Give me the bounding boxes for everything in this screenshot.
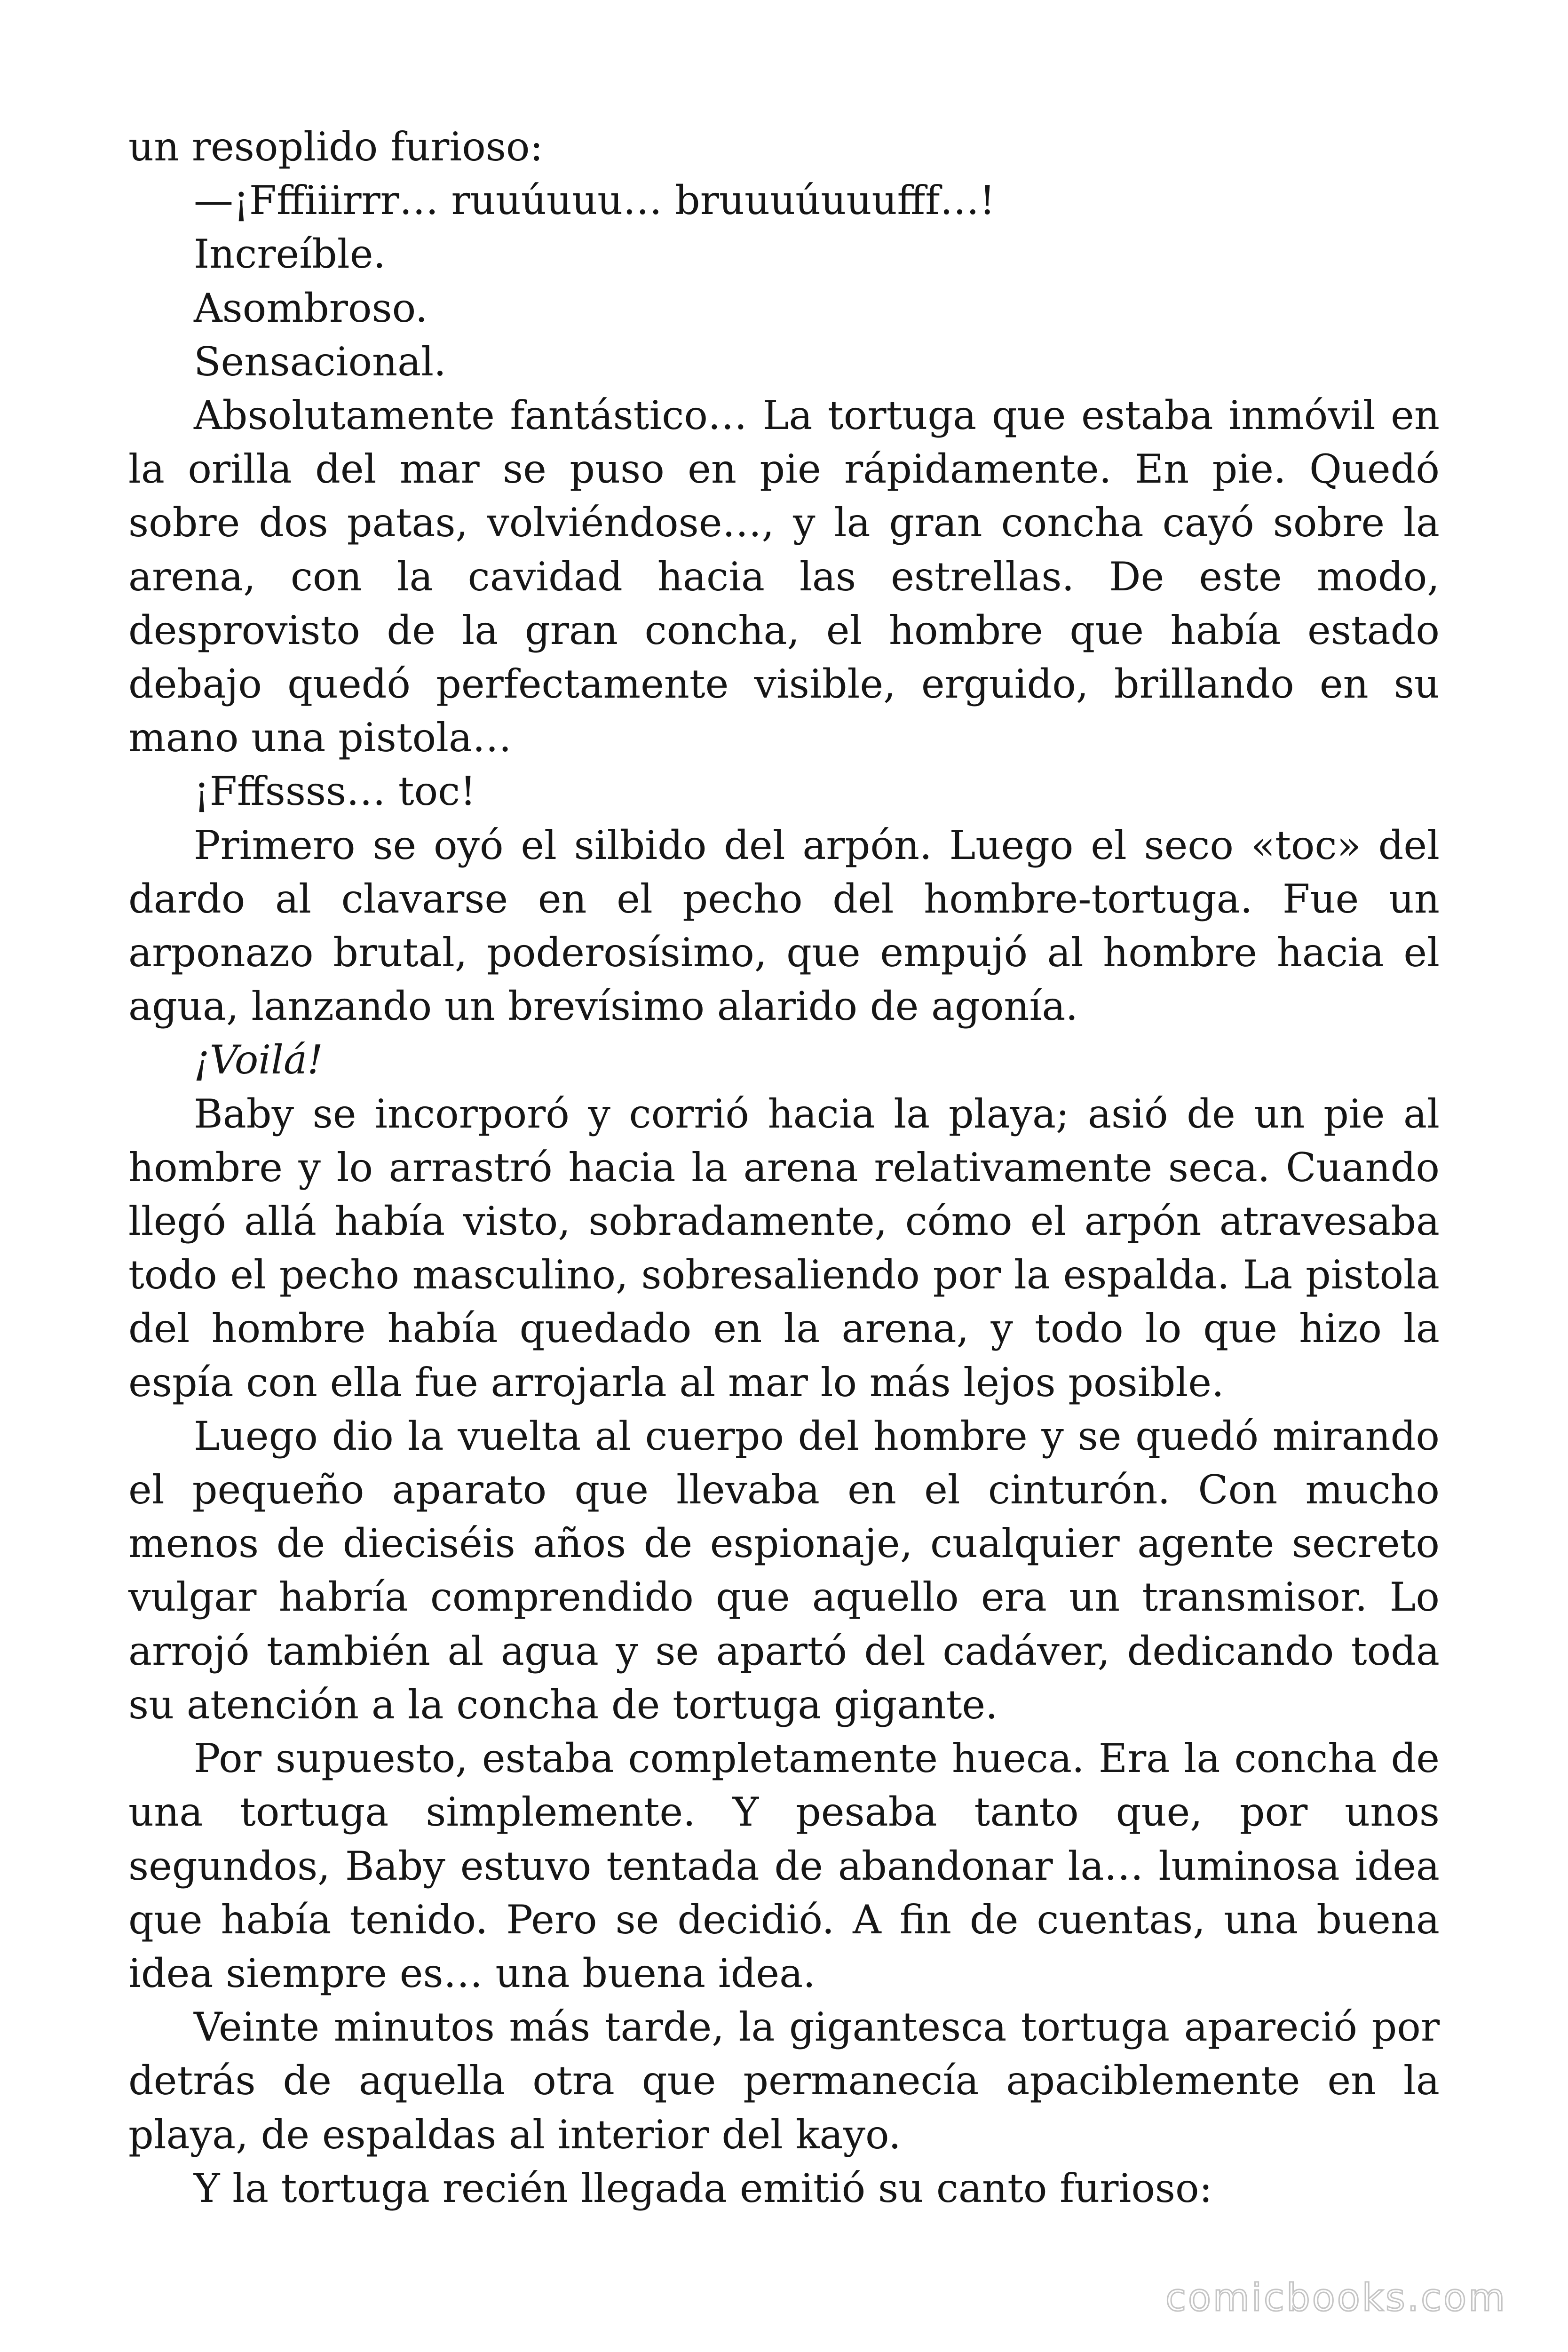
paragraph-continuation: un resoplido furioso: <box>128 124 543 170</box>
paragraph: Sensacional. <box>194 338 446 385</box>
dialogue-line: —¡Fffiiirrr… ruuúuuu… bruuuúuuufff…! <box>194 177 996 224</box>
paragraph: Baby se incorporó y corrió hacia la playa; asió de un pie al hombre y lo arrastró hacia la arena relativamente seca. Cuando llegó allá había visto, sobradamente, cómo el arpón atravesaba todo el pecho masculino, sobresaliendo por la espalda. La pistola del hombre había quedado en la arena, y todo lo que hizo la espía con ella fue arrojarla al mar lo más lejos posible. <box>128 1090 1440 1406</box>
paragraph: Por supuesto, estaba completamente hueca. Era la concha de una tortuga simplemente. Y pesaba tanto que, por unos segundos, Baby estuvo tentada de abandonar la… luminosa idea que había tenido. Pero se decidió. A fin de cuentas, una buena idea siempre es… una buena idea. <box>128 1735 1440 1996</box>
paragraph-italic: ¡Voilá! <box>194 1037 323 1083</box>
paragraph: Asombroso. <box>194 285 428 331</box>
paragraph: Absolutamente fantástico… La tortuga que estaba inmóvil en la orilla del mar se puso en pie rápidamente. En pie. Quedó sobre dos patas, volviéndose…, y la gran concha cayó sobre la arena, con la cavidad hacia las estrellas. De este modo, desprovisto de la gran concha, el hombre que había estado debajo quedó perfectamente visible, erguido, brillando en su mano una pistola… <box>128 392 1440 761</box>
paragraph: Y la tortuga recién llegada emitió su canto furioso: <box>194 2165 1212 2211</box>
paragraph: Increíble. <box>194 231 386 278</box>
paragraph: ¡Fffssss… toc! <box>194 768 476 815</box>
paragraph: Luego dio la vuelta al cuerpo del hombre y se quedó mirando el pequeño aparato que llevaba en el cinturón. Con mucho menos de dieciséis años de espionaje, cualquier agente secreto vulgar habría comprendido que aquello era un transmisor. Lo arrojó también al agua y se apartó del cadáver, dedicando toda su atención a la concha de tortuga gigante. <box>128 1413 1440 1728</box>
paragraph: Primero se oyó el silbido del arpón. Luego el seco «toc» del dardo al clavarse en el pecho del hombre-tortuga. Fue un arponazo brutal, poderosísimo, que empujó al hombre hacia el agua, lanzando un brevísimo alarido de agonía. <box>128 822 1440 1030</box>
paragraph: Veinte minutos más tarde, la gigantesca tortuga apareció por detrás de aquella otra que permanecía apaciblemente en la playa, de espaldas al interior del kayo. <box>128 2004 1440 2158</box>
body-text <box>128 120 1440 2215</box>
watermark: comicbooks.com <box>1165 2276 1507 2320</box>
